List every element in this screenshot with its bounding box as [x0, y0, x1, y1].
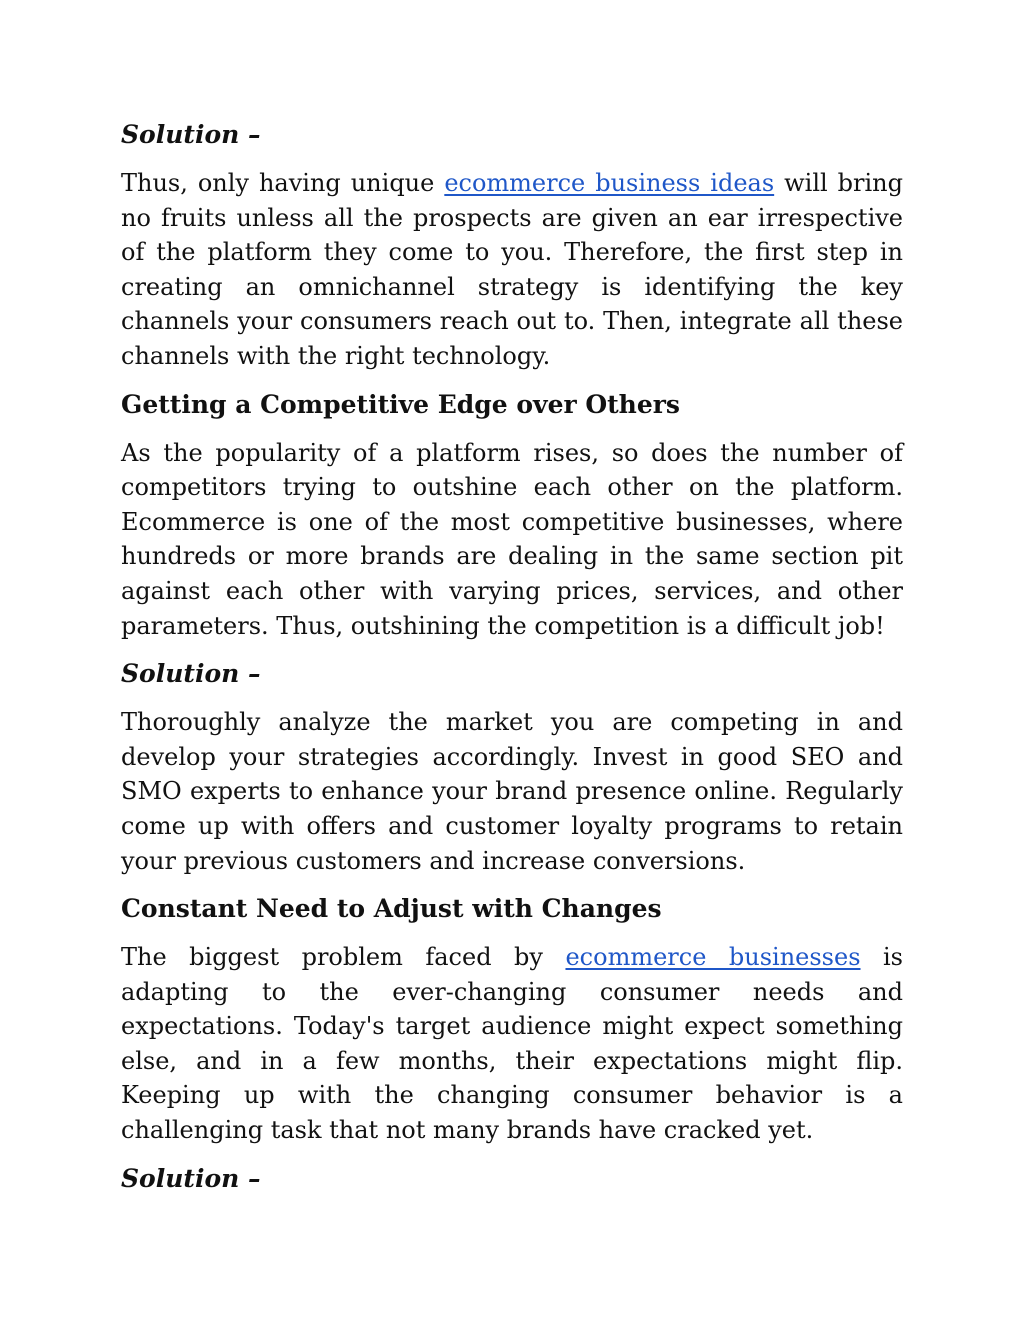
section-heading-competitive-edge: Getting a Competitive Edge over Others [121, 389, 681, 419]
paragraph-text: The biggest problem faced by [121, 943, 566, 972]
solution-label: Solution – [121, 120, 261, 149]
document-page [121, 118, 903, 1210]
ecommerce-business-ideas-link[interactable]: ecommerce business ideas [444, 169, 775, 197]
paragraph-omnichannel [121, 166, 903, 374]
paragraph-market-analysis: Thoroughly analyze the market you are competing in and develop your strategies accordingly. Invest in good SEO and SMO experts to enhance your brand presence online. Regularly come up with offers and customer loyalty programs to retain your previous customers and increase conversions. [121, 708, 903, 875]
paragraph-text: Thus, only having unique [121, 169, 445, 197]
solution-label: Solution – [121, 659, 261, 689]
paragraph-text: is adapting to the ever-changing consumer needs and expectations. Today's target audience might expect something else, and in a few months, their expectations might flip. Keeping up with the changing consumer behavior is a challenging task that not many brands have cracked yet. [121, 943, 903, 1145]
section-heading-adjust-changes: Constant Need to Adjust with Changes [121, 894, 662, 924]
paragraph-competition: As the popularity of a platform rises, so does the number of competitors trying to outshine each other on the platform. Ecommerce is one of the most competitive businesses, where hundreds or more brands are dealing in the same section pit against each other with varying prices, services, and other parameters. Thus, outshining the competition is a difficult job! [121, 438, 903, 640]
paragraph-consumer-needs [121, 940, 903, 1148]
paragraph-text: will bring no fruits unless all the prospects are given an ear irrespective of the platform they come to you. Therefore, the first step in creating an omnichannel strategy is identifying the key channels your consumers reach out to. Then, integrate all these channels with the right technology. [121, 169, 903, 370]
solution-label: Solution – [121, 1163, 261, 1193]
ecommerce-businesses-link[interactable]: ecommerce businesses [565, 943, 861, 972]
